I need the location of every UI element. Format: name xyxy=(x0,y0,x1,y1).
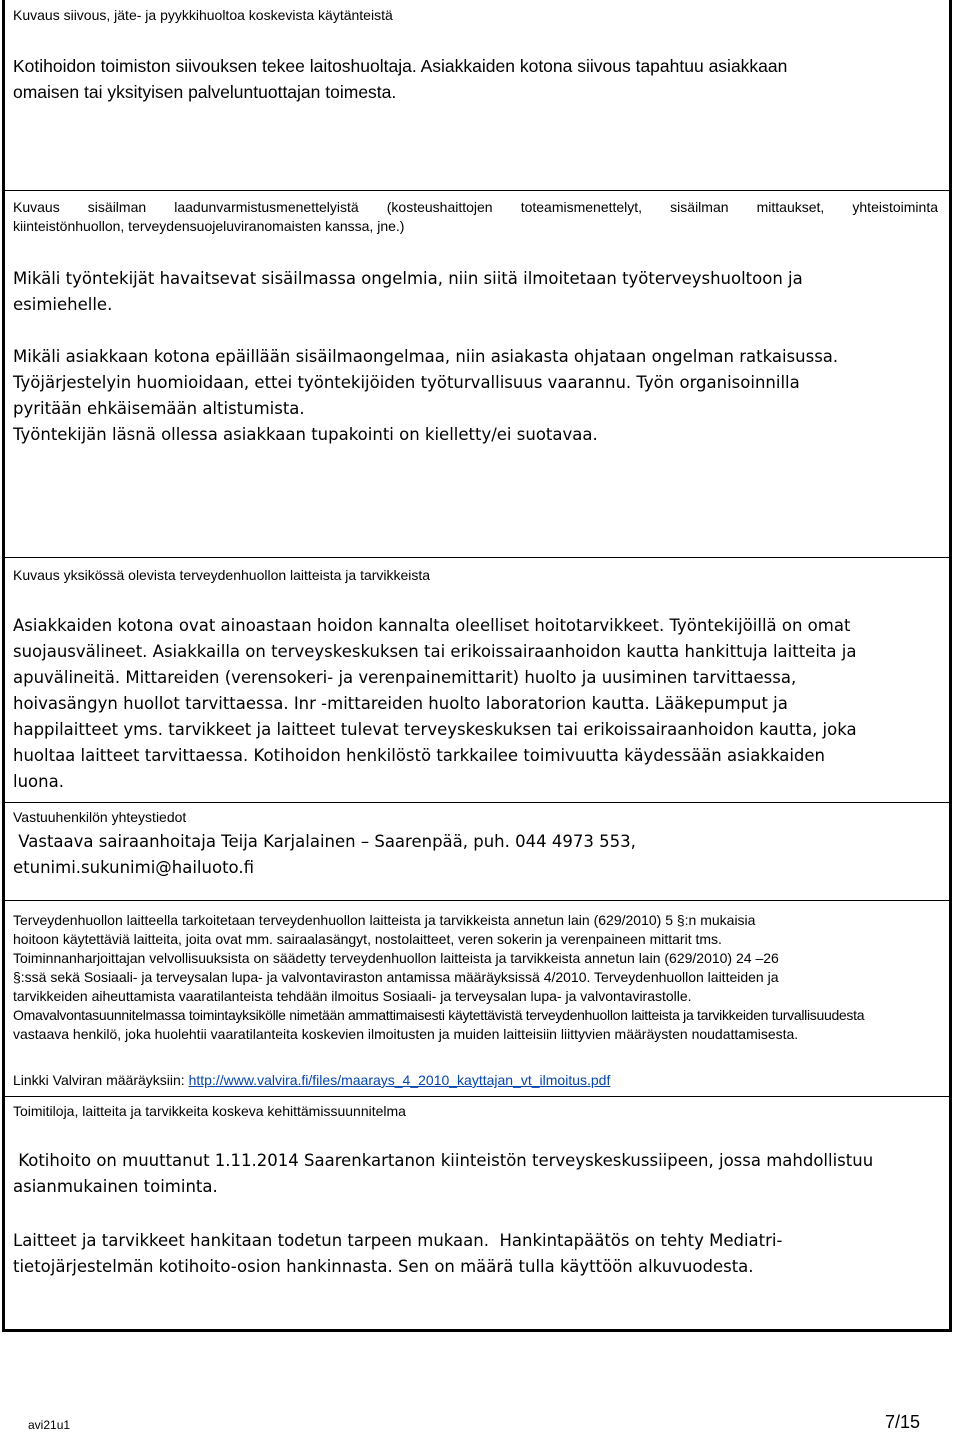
text-line: tarvikkeiden aiheuttamista vaaratilanteista tehdään ilmoitus Sosiaali- ja terveysalan lupa- ja valvontavirastolle. xyxy=(13,988,692,1004)
section-divider xyxy=(5,900,952,901)
text-line: Omavalvontasuunnitelmassa toimintayksikölle nimetään ammattimaisesti käytettävistä terveydenhuollon laitteista ja tarvikkeiden turvallisuudesta xyxy=(13,1007,865,1023)
document-code: avi21u1 xyxy=(28,1418,71,1432)
text-line: asianmukainen toiminta. xyxy=(13,1177,218,1196)
devices-heading: Kuvaus yksikössä olevista terveydenhuollon laitteista ja tarvikkeista xyxy=(13,567,431,583)
contact-heading: Vastuuhenkilön yhteystiedot xyxy=(13,809,187,825)
valvira-link-row xyxy=(13,1071,938,1090)
text-line: huoltaa laitteet tarvittaessa. Kotihoidon henkilöstö tarkkailee toimivuutta käydessään asiakkaiden xyxy=(13,746,825,765)
link-prefix: Linkki Valviran määräyksiin: xyxy=(13,1072,189,1088)
text-line: apuvälineitä. Mittareiden (verensokeri- ja verenpainemittarit) huolto ja uusiminen tarvittaessa, xyxy=(13,668,797,687)
text-line: Laitteet ja tarvikkeet hankitaan todetun tarpeen mukaan. Hankintapäätös on tehty Mediatri- xyxy=(13,1231,783,1250)
contact-name-line: Vastaava sairaanhoitaja Teija Karjalainen – Saarenpää, puh. 044 4973 553, xyxy=(13,832,636,851)
text-line: suojausvälineet. Asiakkailla on terveyskeskuksen tai erikoissairaanhoidon kautta hankittuja laitteita ja xyxy=(13,642,857,661)
heading-line: Kuvaus sisäilman laadunvarmistusmenettelyistä (kosteushaittojen toteamismenettelyt, sisäilman mittaukset, yhteistoiminta xyxy=(13,199,938,215)
text-line: omaisen tai yksityisen palveluntuottajan toimesta. xyxy=(13,82,397,102)
text-line: Kotihoidon toimiston siivouksen tekee laitoshuoltaja. Asiakkaiden kotona siivous tapahtuu asiakkaan xyxy=(13,56,788,76)
text-line: happilaitteet yms. tarvikkeet ja laitteet tulevat terveyskeskuksen tai erikoissairaanhoidon kautta, joka xyxy=(13,720,857,739)
text-line: Työntekijän läsnä ollessa asiakkaan tupakointi on kielletty/ei suotavaa. xyxy=(13,425,598,444)
valvira-link[interactable]: http://www.valvira.fi/files/maarays_4_2010_kayttajan_vt_ilmoitus.pdf xyxy=(188,1072,611,1088)
cleaning-text xyxy=(13,53,938,105)
heading-line: kiinteistönhuollon, terveydensuojeluviranomaisten kanssa, jne.) xyxy=(13,218,405,234)
legal-text xyxy=(13,911,938,1044)
devices-text xyxy=(13,613,938,795)
text-line: luona. xyxy=(13,772,64,791)
section-divider xyxy=(5,190,952,191)
text-line: hoitoon käytettäviä laitteita, joita ovat mm. sairaalasängyt, nostolaitteet, veren sokerin ja verenpaineen mittarit tms. xyxy=(13,931,722,947)
section-divider xyxy=(5,802,952,803)
text-line: vastaava henkilö, joka huolehtii vaaratilanteita koskevien ilmoitusten ja muiden laitteisiin liittyvien määräysten noudattamisesta. xyxy=(13,1026,799,1042)
text-line: Työjärjestelyin huomioidaan, ettei työntekijöiden työturvallisuus vaarannu. Työn organisoinnilla xyxy=(13,373,800,392)
contact-email-line: etunimi.sukunimi@hailuoto.fi xyxy=(13,858,254,877)
text-line: pyritään ehkäisemään altistumista. xyxy=(13,399,305,418)
text-line: Asiakkaiden kotona ovat ainoastaan hoidon kannalta oleelliset hoitotarvikkeet. Työntekijöillä on omat xyxy=(13,616,851,635)
text-line: Kotihoito on muuttanut 1.11.2014 Saarenkartanon kiinteistön terveyskeskussiipeen, jossa mahdollistuu xyxy=(13,1151,874,1170)
text-line: Toiminnanharjoittajan velvollisuuksista on säädetty terveydenhuollon laitteista ja tarvikkeista annetun lain (629/2010) 24 –26 xyxy=(13,950,779,966)
text-line: hoivasängyn huollot tarvittaessa. Inr -mittareiden huolto laboratorion kautta. Lääkepumput ja xyxy=(13,694,788,713)
development-heading: Toimitiloja, laitteita ja tarvikkeita koskeva kehittämissuunnitelma xyxy=(13,1103,406,1119)
indoor-air-heading xyxy=(13,198,938,236)
development-para-2 xyxy=(13,1228,938,1280)
text-line: esimiehelle. xyxy=(13,295,113,314)
cleaning-heading: Kuvaus siivous, jäte- ja pyykkihuoltoa koskevista käytänteistä xyxy=(13,7,393,23)
section-divider xyxy=(5,557,952,558)
section-divider xyxy=(5,1096,952,1097)
development-para-1 xyxy=(13,1148,938,1200)
text-line: tietojärjestelmän kotihoito-osion hankinnasta. Sen on määrä tulla käyttöön alkuvuodesta. xyxy=(13,1257,754,1276)
contact-text xyxy=(13,829,938,881)
text-line: Mikäli työntekijät havaitsevat sisäilmassa ongelmia, niin siitä ilmoitetaan työterveyshuoltoon ja xyxy=(13,269,803,288)
page-number: 7/15 xyxy=(884,1412,920,1432)
indoor-air-text-2 xyxy=(13,344,938,448)
text-line: Terveydenhuollon laitteella tarkoitetaan terveydenhuollon laitteista ja tarvikkeista annetun lain (629/2010) 5 §:n mukaisia xyxy=(13,912,756,928)
text-line: Mikäli asiakkaan kotona epäillään sisäilmaongelmaa, niin asiakasta ohjataan ongelman ratkaisussa. xyxy=(13,347,839,366)
text-line: §:ssä sekä Sosiaali- ja terveysalan lupa- ja valvontaviraston antamissa määräyksissä 4/2010. Terveydenhuollon laitteiden ja xyxy=(13,969,779,985)
indoor-air-text xyxy=(13,266,938,318)
